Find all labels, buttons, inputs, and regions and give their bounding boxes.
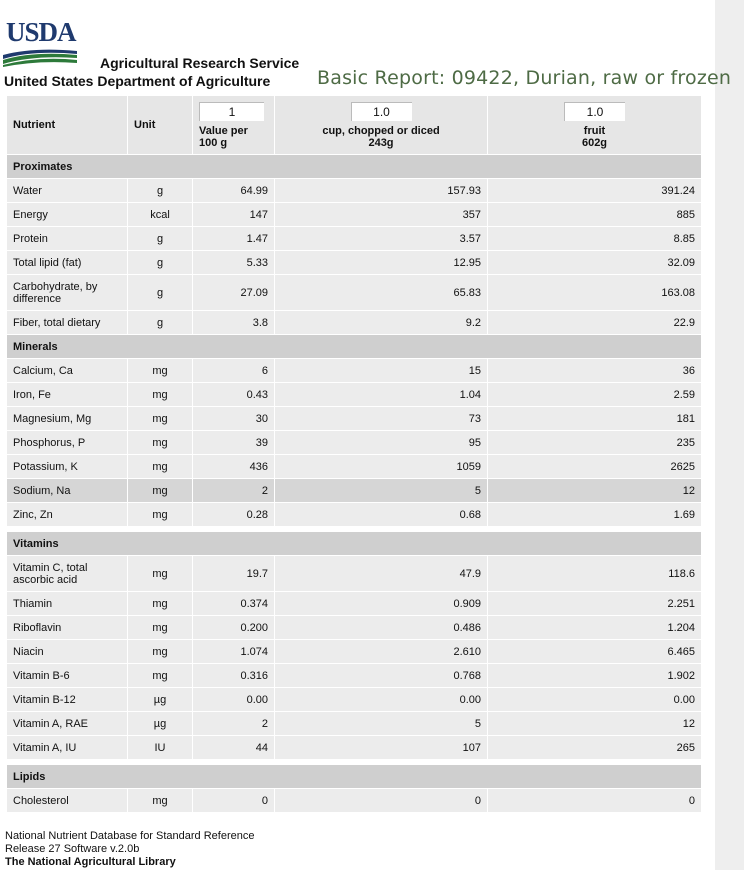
unit-cell: g <box>128 311 193 335</box>
table-row <box>7 736 702 760</box>
table-row <box>7 275 702 311</box>
value-per-100g: 19.7 <box>193 556 275 592</box>
value-per-cup: 0.68 <box>275 503 488 527</box>
value-per-100g: 64.99 <box>193 179 275 203</box>
value-per-fruit: 1.69 <box>488 503 702 527</box>
section-title: Lipids <box>7 765 702 789</box>
unit-cell: mg <box>128 431 193 455</box>
nutrient-name: Fiber, total dietary <box>7 311 128 335</box>
col-fruit-label-a: fruit <box>583 124 606 137</box>
value-per-fruit: 1.204 <box>488 616 702 640</box>
col-per100g-header <box>193 96 275 155</box>
value-per-cup: 1.04 <box>275 383 488 407</box>
value-per-fruit: 235 <box>488 431 702 455</box>
qty-input-cup[interactable]: 1.0 <box>351 102 412 121</box>
unit-cell: mg <box>128 592 193 616</box>
value-per-cup: 357 <box>275 203 488 227</box>
value-per-cup: 5 <box>275 479 488 503</box>
value-per-100g: 39 <box>193 431 275 455</box>
unit-cell: mg <box>128 359 193 383</box>
col-cup-label-a: cup, chopped or diced <box>322 124 440 137</box>
table-row <box>7 203 702 227</box>
value-per-cup: 1059 <box>275 455 488 479</box>
unit-cell: µg <box>128 688 193 712</box>
value-per-fruit: 36 <box>488 359 702 383</box>
col-per100g-label-b: 100 g <box>199 136 228 149</box>
table-row <box>7 712 702 736</box>
value-per-100g: 0.316 <box>193 664 275 688</box>
value-per-cup: 107 <box>275 736 488 760</box>
footer-release: Release 27 Software v.2.0b <box>5 843 140 855</box>
value-per-fruit: 118.6 <box>488 556 702 592</box>
table-header-row <box>7 96 702 155</box>
nutrient-name: Energy <box>7 203 128 227</box>
value-per-fruit: 0.00 <box>488 688 702 712</box>
table-row <box>7 789 702 813</box>
unit-cell: IU <box>128 736 193 760</box>
section-header-row <box>7 765 702 789</box>
value-per-fruit: 2.251 <box>488 592 702 616</box>
table-row <box>7 455 702 479</box>
nutrient-name: Protein <box>7 227 128 251</box>
nutrient-name: Zinc, Zn <box>7 503 128 527</box>
value-per-cup: 0.768 <box>275 664 488 688</box>
usda-logo-hills-icon <box>3 45 77 67</box>
value-per-fruit: 22.9 <box>488 311 702 335</box>
section-title: Minerals <box>7 335 702 359</box>
nutrient-name: Riboflavin <box>7 616 128 640</box>
value-per-fruit: 12 <box>488 479 702 503</box>
nutrient-name: Vitamin B-12 <box>7 688 128 712</box>
value-per-cup: 95 <box>275 431 488 455</box>
table-row <box>7 431 702 455</box>
footer-library: The National Agricultural Library <box>5 856 176 868</box>
value-per-100g: 0 <box>193 789 275 813</box>
value-per-cup: 73 <box>275 407 488 431</box>
value-per-fruit: 2625 <box>488 455 702 479</box>
nutrient-name: Vitamin C, total ascorbic acid <box>7 556 128 592</box>
unit-cell: mg <box>128 479 193 503</box>
nutrient-name: Vitamin A, IU <box>7 736 128 760</box>
table-row <box>7 311 702 335</box>
section-header-row <box>7 335 702 359</box>
unit-cell: g <box>128 179 193 203</box>
col-fruit-label-b: 602g <box>581 136 608 149</box>
value-per-100g: 5.33 <box>193 251 275 275</box>
value-per-100g: 147 <box>193 203 275 227</box>
footer <box>5 830 254 869</box>
usda-logo[interactable] <box>3 19 77 69</box>
nutrient-name: Potassium, K <box>7 455 128 479</box>
value-per-fruit: 391.24 <box>488 179 702 203</box>
table-row <box>7 688 702 712</box>
table-row <box>7 664 702 688</box>
nutrient-name: Iron, Fe <box>7 383 128 407</box>
col-per100g-label-a: Value per <box>199 124 248 137</box>
nutrient-name: Vitamin B-6 <box>7 664 128 688</box>
value-per-fruit: 163.08 <box>488 275 702 311</box>
table-row <box>7 383 702 407</box>
report-title: Basic Report: 09422, Durian, raw or frozen <box>317 67 732 89</box>
unit-cell: mg <box>128 407 193 431</box>
usda-header <box>0 15 316 98</box>
value-per-fruit: 12 <box>488 712 702 736</box>
nutrient-name: Magnesium, Mg <box>7 407 128 431</box>
qty-input-100g[interactable]: 1 <box>199 102 264 121</box>
value-per-cup: 0.909 <box>275 592 488 616</box>
table-row <box>7 227 702 251</box>
value-per-cup: 3.57 <box>275 227 488 251</box>
value-per-100g: 436 <box>193 455 275 479</box>
nutrient-name: Phosphorus, P <box>7 431 128 455</box>
section-title: Vitamins <box>7 532 702 556</box>
value-per-fruit: 885 <box>488 203 702 227</box>
value-per-cup: 15 <box>275 359 488 383</box>
nutrient-name: Carbohydrate, by difference <box>7 275 128 311</box>
value-per-cup: 2.610 <box>275 640 488 664</box>
unit-cell: kcal <box>128 203 193 227</box>
value-per-fruit: 0 <box>488 789 702 813</box>
table-row <box>7 179 702 203</box>
usda-logo-text: USDA <box>6 17 76 47</box>
value-per-100g: 44 <box>193 736 275 760</box>
section-title: Proximates <box>7 155 702 179</box>
value-per-cup: 0.00 <box>275 688 488 712</box>
value-per-100g: 0.200 <box>193 616 275 640</box>
value-per-100g: 27.09 <box>193 275 275 311</box>
value-per-100g: 6 <box>193 359 275 383</box>
value-per-100g: 3.8 <box>193 311 275 335</box>
col-nutrient-header: Nutrient <box>7 96 128 155</box>
table-row <box>7 407 702 431</box>
table-row <box>7 592 702 616</box>
value-per-fruit: 2.59 <box>488 383 702 407</box>
section-header-row <box>7 532 702 556</box>
unit-cell: g <box>128 251 193 275</box>
value-per-cup: 65.83 <box>275 275 488 311</box>
nutrient-name: Thiamin <box>7 592 128 616</box>
value-per-100g: 0.43 <box>193 383 275 407</box>
value-per-100g: 2 <box>193 479 275 503</box>
table-row <box>7 556 702 592</box>
value-per-100g: 0.374 <box>193 592 275 616</box>
value-per-fruit: 181 <box>488 407 702 431</box>
unit-cell: mg <box>128 664 193 688</box>
unit-cell: mg <box>128 503 193 527</box>
value-per-cup: 0.486 <box>275 616 488 640</box>
qty-input-fruit[interactable]: 1.0 <box>564 102 625 121</box>
nutrient-name: Water <box>7 179 128 203</box>
unit-cell: g <box>128 275 193 311</box>
unit-cell: mg <box>128 616 193 640</box>
col-unit-header: Unit <box>128 96 193 155</box>
col-cup-header <box>275 96 488 155</box>
value-per-100g: 1.47 <box>193 227 275 251</box>
footer-database: National Nutrient Database for Standard Reference <box>5 830 255 842</box>
value-per-cup: 9.2 <box>275 311 488 335</box>
nutrient-name: Niacin <box>7 640 128 664</box>
nutrient-table <box>7 96 702 813</box>
value-per-fruit: 6.465 <box>488 640 702 664</box>
value-per-100g: 30 <box>193 407 275 431</box>
nutrient-name: Total lipid (fat) <box>7 251 128 275</box>
department-name: United States Department of Agriculture <box>4 73 271 89</box>
value-per-100g: 0.00 <box>193 688 275 712</box>
unit-cell: mg <box>128 455 193 479</box>
unit-cell: µg <box>128 712 193 736</box>
value-per-fruit: 32.09 <box>488 251 702 275</box>
value-per-100g: 2 <box>193 712 275 736</box>
value-per-cup: 12.95 <box>275 251 488 275</box>
agency-name: Agricultural Research Service <box>100 55 300 71</box>
value-per-cup: 157.93 <box>275 179 488 203</box>
value-per-100g: 0.28 <box>193 503 275 527</box>
section-header-row <box>7 155 702 179</box>
unit-cell: mg <box>128 789 193 813</box>
nutrient-name: Sodium, Na <box>7 479 128 503</box>
value-per-cup: 0 <box>275 789 488 813</box>
table-body <box>7 155 702 813</box>
value-per-fruit: 1.902 <box>488 664 702 688</box>
nutrient-name: Cholesterol <box>7 789 128 813</box>
table-row <box>7 640 702 664</box>
value-per-fruit: 265 <box>488 736 702 760</box>
unit-cell: mg <box>128 556 193 592</box>
col-cup-label-b: 243g <box>368 136 394 149</box>
table-row <box>7 616 702 640</box>
table-row <box>7 251 702 275</box>
nutrient-name: Vitamin A, RAE <box>7 712 128 736</box>
col-fruit-header <box>488 96 702 155</box>
nutrient-name: Calcium, Ca <box>7 359 128 383</box>
value-per-cup: 47.9 <box>275 556 488 592</box>
table-row <box>7 359 702 383</box>
unit-cell: mg <box>128 383 193 407</box>
table-row <box>7 503 702 527</box>
value-per-100g: 1.074 <box>193 640 275 664</box>
table-row <box>7 479 702 503</box>
unit-cell: mg <box>128 640 193 664</box>
unit-cell: g <box>128 227 193 251</box>
value-per-cup: 5 <box>275 712 488 736</box>
value-per-fruit: 8.85 <box>488 227 702 251</box>
